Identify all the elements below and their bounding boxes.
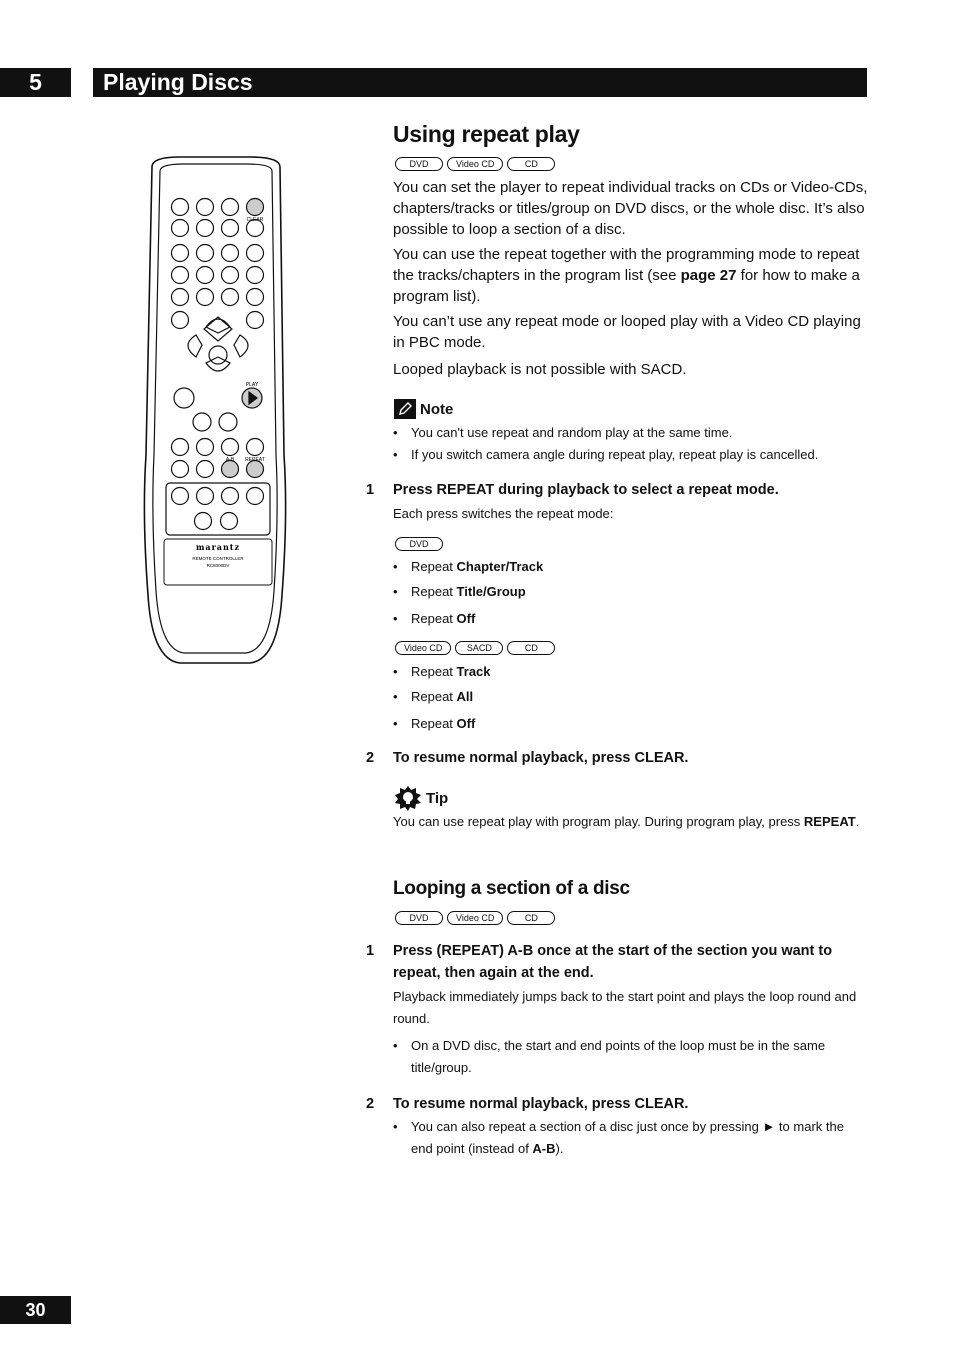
step-description: Playback immediately jumps back to the start point and plays the loop round and round.	[393, 989, 857, 1026]
tag-videocd: Video CD	[447, 911, 503, 925]
remote-button	[197, 461, 214, 478]
remote-button	[222, 245, 239, 262]
remote-repeat-label: REPEAT	[245, 457, 265, 463]
mode-item: • Repeat Title/Group	[393, 581, 869, 603]
lightbulb-icon	[394, 785, 422, 811]
bullet-item: • On a DVD disc, the start and end points of the loop must be in the same title/group.	[393, 1035, 869, 1079]
remote-control-illustration	[140, 155, 290, 667]
mode-item: • Repeat Chapter/Track	[393, 556, 869, 578]
remote-button	[172, 289, 189, 306]
remote-button	[222, 488, 239, 505]
remote-ab-label: A-B	[225, 457, 235, 463]
remote-button	[172, 220, 189, 237]
tag-videocd: Video CD	[447, 157, 503, 171]
section-title-repeat: Using repeat play	[393, 121, 580, 147]
remote-button	[247, 289, 264, 306]
step-description: Each press switches the repeat mode:	[393, 506, 614, 521]
bullet-item: • You can also repeat a section of a disc just once by pressing ► to mark the end point (instead of A-B).	[393, 1116, 869, 1160]
direction-button	[206, 319, 230, 333]
remote-button	[172, 488, 189, 505]
remote-button	[222, 220, 239, 237]
remote-button	[197, 245, 214, 262]
tag-cd: CD	[507, 911, 555, 925]
direction-button	[234, 335, 248, 357]
ab-button	[222, 461, 239, 478]
tag-dvd: DVD	[395, 537, 443, 551]
paragraph: You can set the player to repeat individual tracks on CDs or Video-CDs, chapters/tracks or titles/group on DVD discs, or the whole disc. It’s also possible to loop a section of a disc.	[393, 179, 868, 238]
remote-clear-label: CLEAR	[246, 217, 264, 223]
tag-dvd: DVD	[395, 911, 443, 925]
remote-button	[209, 346, 227, 364]
note-item: • You can't use repeat and random play at the same time.	[393, 422, 869, 444]
remote-button	[172, 461, 189, 478]
remote-button	[222, 267, 239, 284]
remote-button	[222, 199, 239, 216]
remote-button	[172, 439, 189, 456]
remote-button	[197, 220, 214, 237]
step-1: 1 Press (REPEAT) A-B once at the start of the section you want to repeat, then again at the end.	[366, 943, 833, 981]
tag-sacd: SACD	[455, 641, 503, 655]
repeat-button	[247, 461, 264, 478]
remote-button	[172, 312, 189, 329]
tip-heading	[394, 785, 448, 811]
remote-button	[247, 439, 264, 456]
remote-button	[247, 245, 264, 262]
paragraph: Looped playback is not possible with SACD.	[393, 361, 687, 378]
remote-button	[197, 267, 214, 284]
remote-button	[197, 488, 214, 505]
remote-button	[172, 267, 189, 284]
chapter-title: Playing Discs	[93, 68, 867, 97]
remote-button	[222, 439, 239, 456]
remote-button	[247, 312, 264, 329]
remote-button	[222, 289, 239, 306]
paragraph: You can use the repeat together with the programming mode to repeat the tracks/chapters in the program list (see page 27 for how to make a program list).	[393, 246, 860, 305]
direction-button	[188, 335, 202, 357]
remote-play-label: PLAY	[245, 382, 259, 388]
tip-text: You can use repeat play with program play. During program play, press REPEAT.	[393, 814, 860, 829]
page-link[interactable]: page 27	[680, 267, 737, 284]
remote-button	[193, 413, 211, 431]
remote-button	[197, 289, 214, 306]
mode-item: • Repeat Off	[393, 713, 869, 735]
paragraph: You can’t use any repeat mode or looped play with a Video CD playing in PBC mode.	[393, 313, 861, 351]
pencil-icon	[394, 399, 416, 419]
chapter-number: 5	[0, 68, 71, 97]
note-label: Note	[420, 400, 454, 418]
disc-tags-dvd	[395, 537, 443, 551]
remote-model-line2: RC8000DV	[206, 563, 230, 568]
tag-dvd: DVD	[395, 157, 443, 171]
note-heading	[394, 399, 453, 419]
remote-model-line1: REMOTE CONTROLLER	[192, 556, 244, 561]
remote-button	[172, 245, 189, 262]
disc-tags	[395, 911, 555, 925]
remote-brand-logo: marantz	[195, 542, 241, 552]
clear-button	[247, 199, 264, 216]
tip-label: Tip	[426, 789, 449, 807]
page-number: 30	[0, 1296, 71, 1324]
remote-button	[174, 388, 194, 408]
mode-item: • Repeat Track	[393, 661, 869, 683]
remote-button	[221, 513, 238, 530]
tag-cd: CD	[507, 641, 555, 655]
tag-videocd: Video CD	[395, 641, 451, 655]
remote-button	[219, 413, 237, 431]
mode-item: • Repeat All	[393, 686, 869, 708]
remote-button	[247, 267, 264, 284]
disc-tags	[395, 157, 555, 171]
section-title-looping: Looping a section of a disc	[393, 878, 630, 899]
remote-button	[197, 439, 214, 456]
remote-button	[172, 199, 189, 216]
remote-button	[247, 488, 264, 505]
disc-tags-cd	[395, 641, 555, 655]
note-item: • If you switch camera angle during repeat play, repeat play is cancelled.	[393, 444, 869, 466]
mode-item: • Repeat Off	[393, 608, 869, 630]
remote-button	[195, 513, 212, 530]
tag-cd: CD	[507, 157, 555, 171]
remote-button	[197, 199, 214, 216]
